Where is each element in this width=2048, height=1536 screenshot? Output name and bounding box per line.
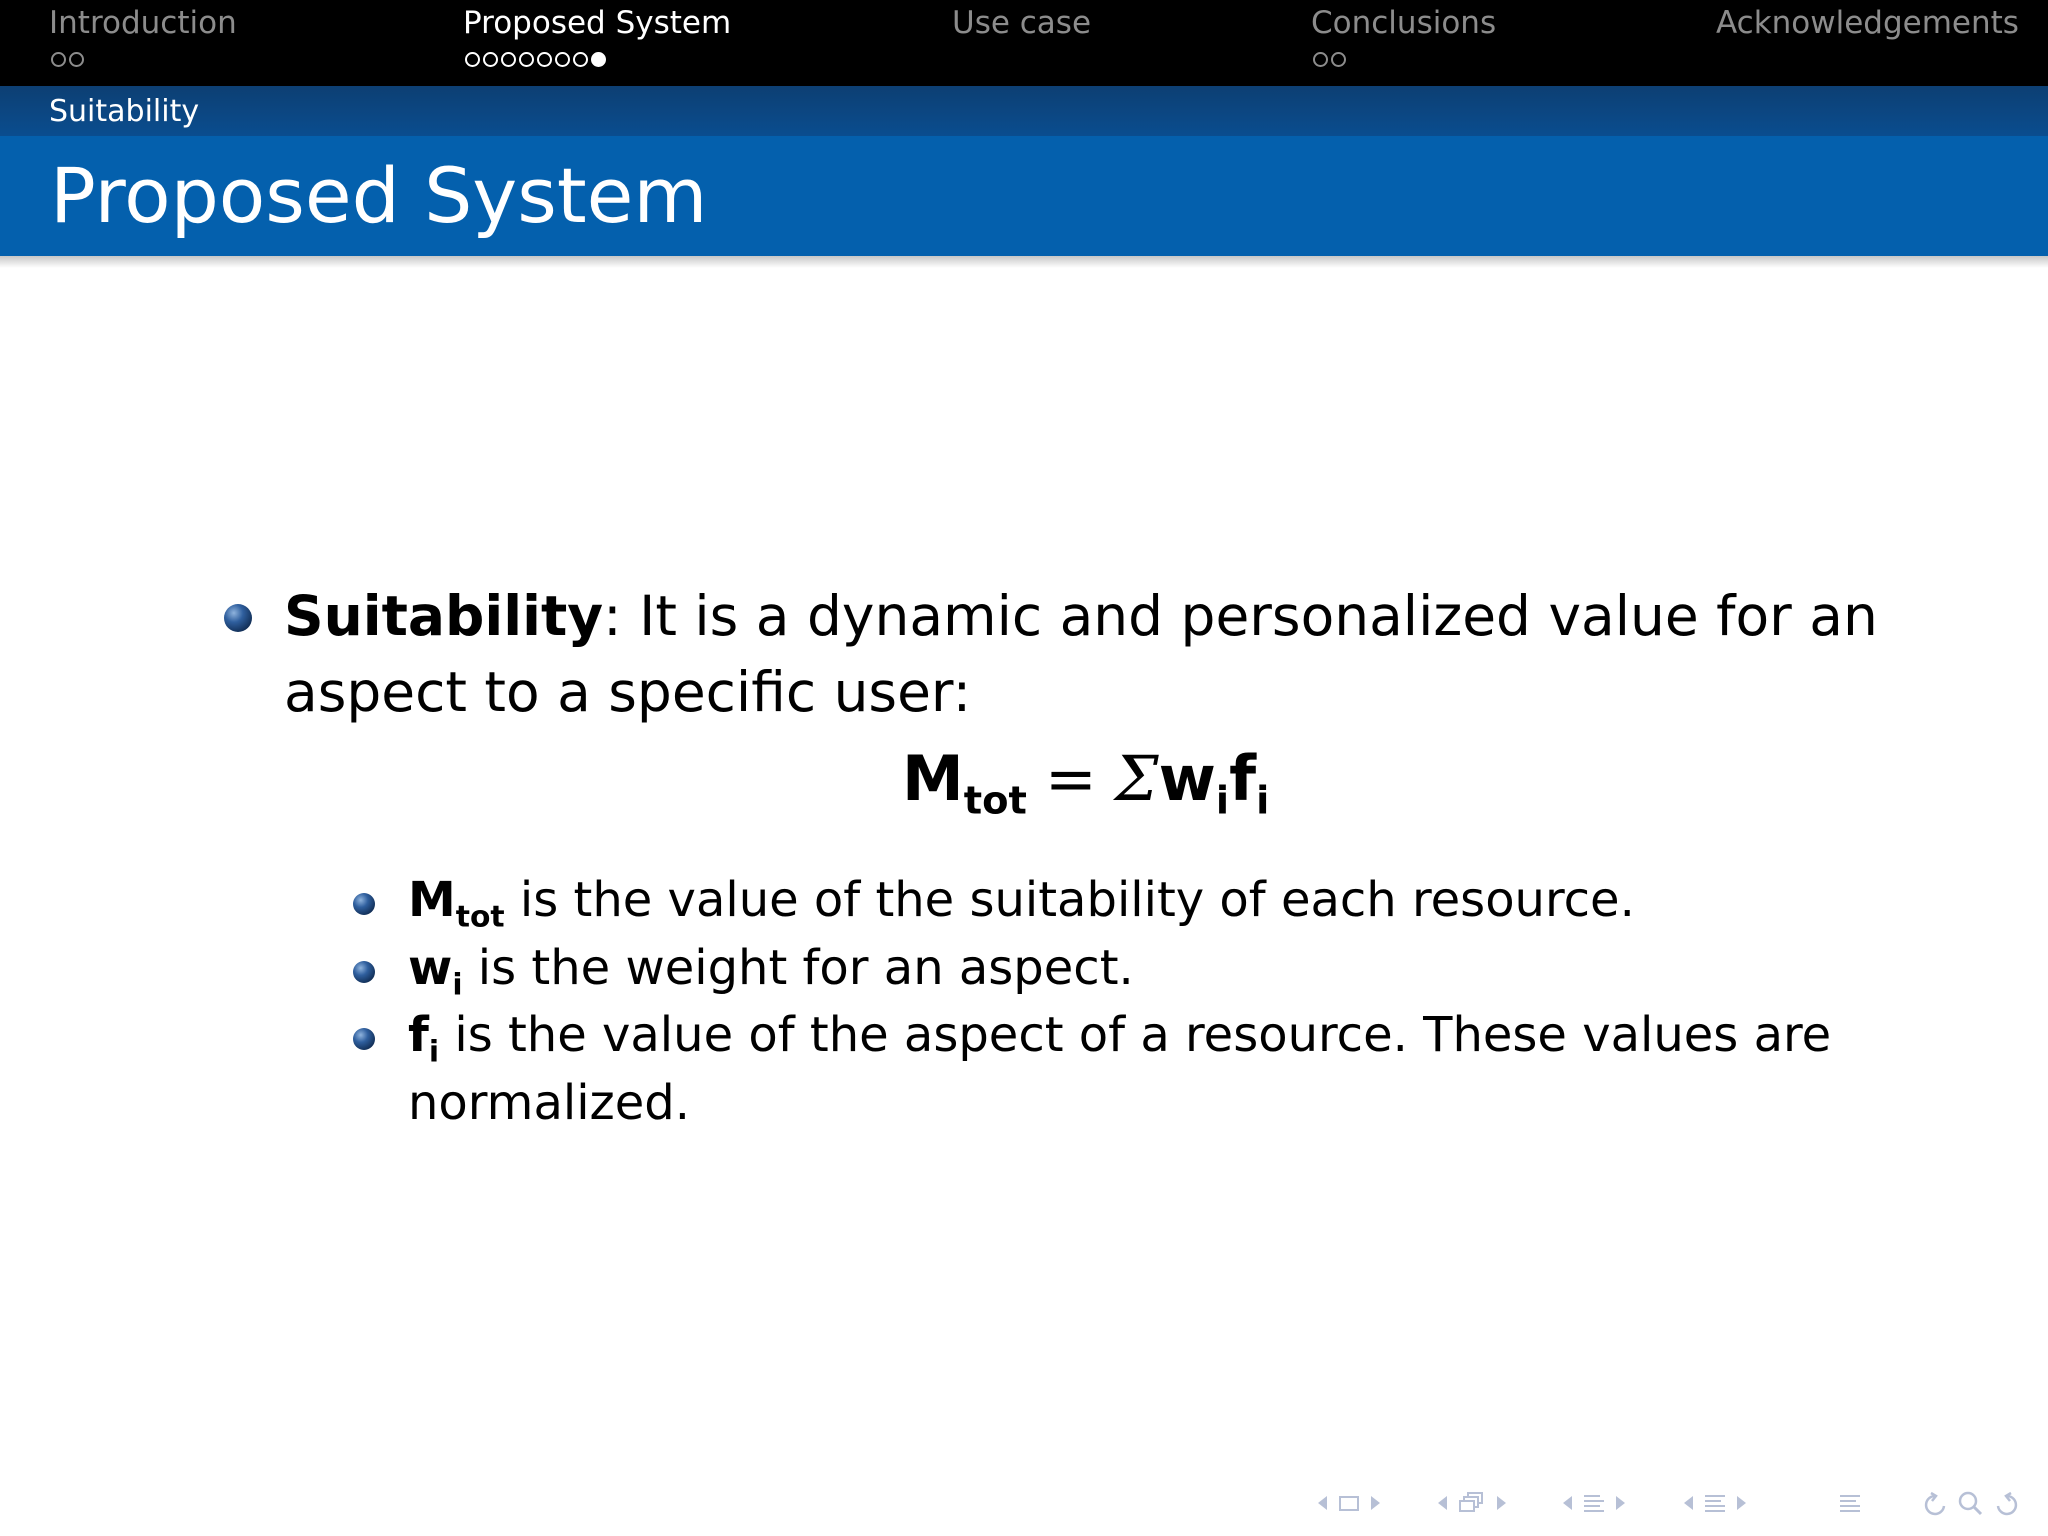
frame-dot[interactable] [1313, 52, 1328, 67]
section-icon [1705, 1495, 1725, 1512]
sub-bullet-subscript [429, 1034, 439, 1069]
sub-bullet-subscript-text: tot [455, 899, 505, 935]
bullet-ball-icon [353, 893, 375, 915]
frame-dot[interactable] [1331, 52, 1346, 67]
formula-weight: w [1158, 742, 1216, 815]
sub-bullet-text: is the value of the suitability of each resource. [504, 872, 1635, 928]
formula-value: f [1229, 742, 1257, 815]
slide-icon [1339, 1496, 1359, 1511]
title-shadow [0, 256, 2048, 268]
subsection-icon [1584, 1495, 1604, 1512]
frame-dot[interactable] [69, 52, 84, 67]
sub-bullet-subscript [456, 899, 505, 934]
previous-arrow-icon[interactable] [1684, 1496, 1693, 1510]
frame-dot[interactable] [483, 52, 498, 67]
nav-section-title[interactable]: Proposed System [463, 5, 732, 41]
frame-dot[interactable] [537, 52, 552, 67]
slide-nav-icon[interactable] [1318, 1488, 1380, 1518]
suitability-term: Suitability [284, 584, 604, 648]
next-arrow-icon[interactable] [1737, 1496, 1746, 1510]
sub-bullet-symbol: M [408, 872, 456, 928]
formula-sigma: Σ [1114, 742, 1159, 815]
frame-dots [465, 52, 606, 67]
nav-section-title[interactable]: Use case [952, 5, 1092, 41]
frame-dot[interactable] [573, 52, 588, 67]
previous-arrow-icon[interactable] [1563, 1496, 1572, 1510]
frame-dot[interactable] [51, 52, 66, 67]
sub-bullet-subscript [452, 967, 462, 1002]
slide-title: Proposed System [50, 151, 708, 240]
subsection-label: Suitability [49, 94, 200, 129]
sub-bullet-subscript-text: i [428, 1034, 440, 1070]
document-nav-icon[interactable] [1828, 1488, 1872, 1518]
frame-title-bar [0, 136, 2048, 256]
sub-bullet-text: is the value of the aspect of a resource. These values are [439, 1007, 1832, 1063]
bullet-ball-icon [353, 1028, 375, 1050]
nav-section-title[interactable]: Introduction [49, 5, 237, 41]
previous-arrow-icon[interactable] [1438, 1496, 1447, 1510]
frame-dot[interactable] [519, 52, 534, 67]
frame-dot[interactable] [501, 52, 516, 67]
previous-arrow-icon[interactable] [1318, 1496, 1327, 1510]
sub-bullet-fi [408, 1007, 1832, 1070]
frame-dots [1313, 52, 1346, 67]
main-bullet-text: : It is a dynamic and personalized value for an [603, 584, 1878, 648]
bullet-ball-icon [224, 604, 252, 632]
frame-nav-icon[interactable] [1438, 1488, 1506, 1518]
frame-dot[interactable] [465, 52, 480, 67]
next-arrow-icon[interactable] [1371, 1496, 1380, 1510]
nav-section-title[interactable]: Conclusions [1311, 5, 1497, 41]
sub-bullet-symbol: w [408, 940, 453, 996]
subsection-bar [0, 86, 2048, 136]
main-bullet-line-2: aspect to a specific user: [284, 660, 972, 724]
nav-section-title[interactable]: Acknowledgements [1716, 5, 2019, 41]
formula-lhs: M [902, 742, 964, 815]
formula-weight-subscript: i [1215, 778, 1230, 824]
sub-bullet-wi [408, 940, 1134, 1003]
section-nav-icon[interactable] [1684, 1488, 1746, 1518]
subsection-nav-icon[interactable] [1563, 1488, 1625, 1518]
sub-bullet-text: is the weight for an aspect. [462, 940, 1134, 996]
suitability-formula [902, 742, 1270, 824]
bullet-ball-icon [353, 961, 375, 983]
document-icon [1840, 1495, 1860, 1512]
current-frame-dot[interactable] [591, 52, 606, 67]
formula-value-subscript: i [1256, 778, 1270, 824]
sub-bullet-symbol: f [408, 1007, 429, 1063]
sub-bullet-subscript-text: i [452, 967, 463, 1003]
frame-dots [51, 52, 84, 67]
main-bullet-line-1 [284, 584, 1878, 648]
search-nav-icon[interactable] [1920, 1488, 2024, 1518]
sub-bullet-fi-continuation: normalized. [408, 1075, 690, 1131]
search-icon[interactable] [1920, 1488, 2024, 1518]
formula-lhs-subscript: tot [963, 778, 1027, 824]
sub-bullet-mtot [408, 872, 1635, 935]
next-arrow-icon[interactable] [1497, 1496, 1506, 1510]
formula-equals: = [1044, 742, 1097, 815]
section-navigation-bar [0, 0, 2048, 86]
frame-dot[interactable] [555, 52, 570, 67]
frames-icon [1459, 1492, 1485, 1514]
next-arrow-icon[interactable] [1616, 1496, 1625, 1510]
